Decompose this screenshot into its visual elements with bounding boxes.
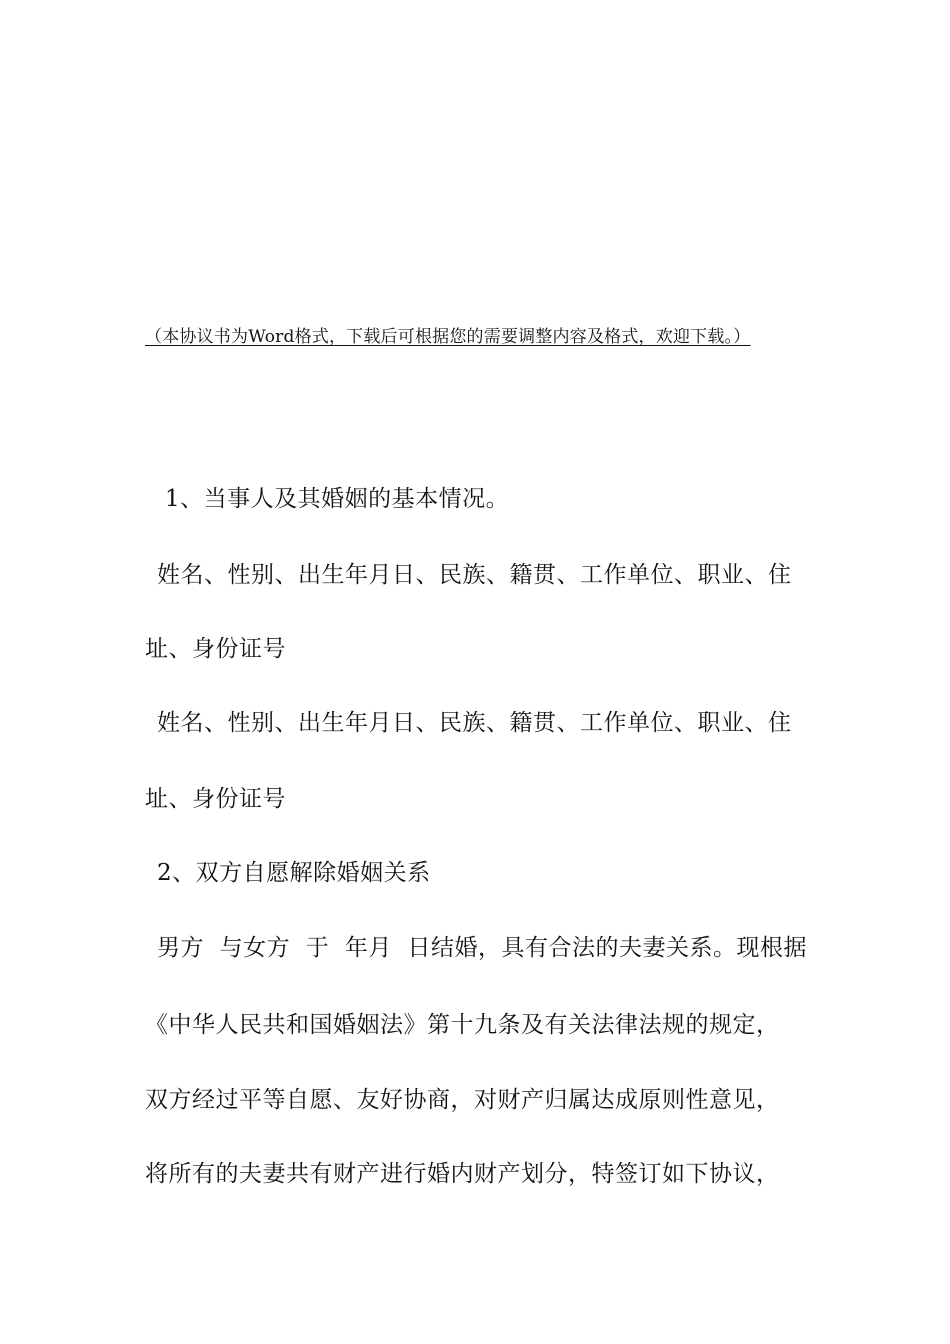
body-text-line-1: 男方 与女方 于 年月 日结婚，具有合法的夫妻关系。现根据 [157, 935, 807, 961]
section-heading-1: 1、当事人及其婚姻的基本情况。 [165, 486, 510, 512]
section-heading-2: 2、双方自愿解除婚姻关系 [157, 860, 431, 886]
party-info-line-1: 姓名、性别、出生年月日、民族、籍贯、工作单位、职业、住 [157, 562, 792, 588]
format-note: （本协议书为Word格式，下载后可根据您的需要调整内容及格式，欢迎下载。） [145, 327, 751, 347]
body-text-line-3: 双方经过平等自愿、友好协商，对财产归属达成原则性意见， [145, 1087, 780, 1113]
body-text-line-4: 将所有的夫妻共有财产进行婚内财产划分，特签订如下协议， [145, 1161, 780, 1187]
party-info-line-2: 姓名、性别、出生年月日、民族、籍贯、工作单位、职业、住 [157, 710, 792, 736]
body-text-line-2: 《中华人民共和国婚姻法》第十九条及有关法律法规的规定， [145, 1012, 780, 1038]
party-info-line-2-cont: 址、身份证号 [145, 786, 286, 812]
party-info-line-1-cont: 址、身份证号 [145, 636, 286, 662]
